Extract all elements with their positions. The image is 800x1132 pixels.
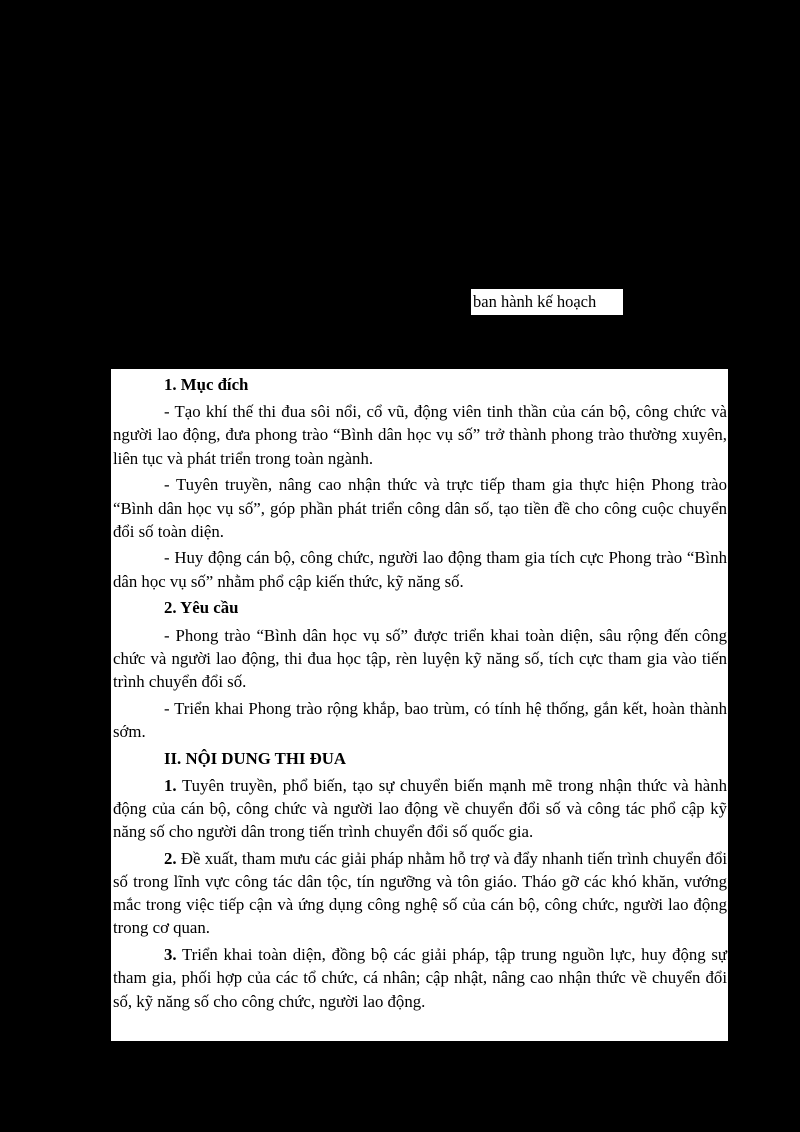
- requirements-heading: 2. Yêu cầu: [164, 598, 239, 618]
- content-number: 3.: [164, 945, 177, 965]
- requirements-paragraph: - Phong trào “Bình dân học vụ số” được triển khai toàn diện, sâu rộng đến công chức và người lao động, thi đua học tập, rèn luyện kỹ năng số, tích cực tham gia vào tiến trình chuyển đổi số.: [113, 625, 727, 691]
- snippet-text: ban hành kế hoạch: [473, 292, 597, 311]
- content-heading: II. NỘI DUNG THI ĐUA: [164, 748, 346, 768]
- content-number: 1.: [164, 775, 177, 795]
- purpose-paragraph: - Tạo khí thế thi đua sôi nổi, cổ vũ, động viên tinh thần của cán bộ, công chức và người lao động, đưa phong trào “Bình dân học vụ số” trở thành phong trào thường xuyên, liên tục và phát triển trong toàn ngành.: [113, 402, 727, 468]
- purpose-paragraph: - Huy động cán bộ, công chức, người lao động tham gia tích cực Phong trào “Bình dân học vụ số” nhằm phổ cập kiến thức, kỹ năng số.: [113, 548, 727, 591]
- purpose-heading: 1. Mục đích: [164, 375, 249, 394]
- content-paragraph: [113, 943, 727, 1013]
- document-snippet: [471, 289, 623, 315]
- document-page: [111, 369, 728, 1041]
- content-paragraph: [113, 847, 727, 940]
- content-text: Triển khai toàn diện, đồng bộ các giải pháp, tập trung nguồn lực, huy động sự tham gia, phối hợp của các tổ chức, cá nhân; cập nhật, nâng cao nhận thức về chuyển đổi số, kỹ năng số cho công chức, người lao động.: [113, 945, 727, 1011]
- content-text: Tuyên truyền, phổ biến, tạo sự chuyển biến mạnh mẽ trong nhận thức và hành động của cán bộ, công chức và người lao động về chuyển đổi số và công tác phổ cập kỹ năng số cho người dân trong tiến trình chuyển đổi số quốc gia.: [113, 775, 727, 842]
- content-number: 2.: [164, 848, 177, 868]
- content-text: Đề xuất, tham mưu các giải pháp nhằm hỗ trợ và đẩy nhanh tiến trình chuyển đổi số trong lĩnh vực công tác dân tộc, tín ngưỡng và tôn giáo. Tháo gỡ các khó khăn, vướng mắc trong việc tiếp cận và ứng dụng công nghệ số của cán bộ, công chức, người lao động trong cơ quan.: [113, 848, 727, 938]
- purpose-paragraph: - Tuyên truyền, nâng cao nhận thức và trực tiếp tham gia thực hiện Phong trào “Bình dân học vụ số”, góp phần phát triển công dân số, tạo tiền đề cho công cuộc chuyển đổi số toàn diện.: [113, 475, 727, 541]
- requirements-paragraph: - Triển khai Phong trào rộng khắp, bao trùm, có tính hệ thống, gắn kết, hoàn thành sớm.: [113, 698, 727, 741]
- content-paragraph: [113, 774, 727, 844]
